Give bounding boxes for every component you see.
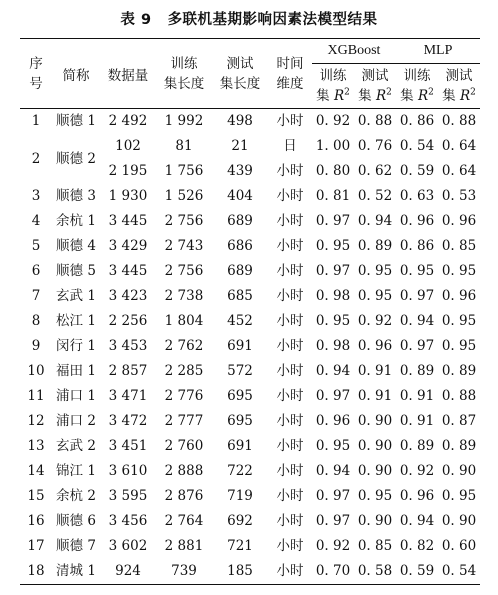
cell-test-length: 689 (227, 263, 253, 279)
cell-mlp-train-r2: 0. 59 (399, 163, 435, 179)
cell-mlp-test-r2: 0. 87 (441, 413, 477, 429)
cell-mlp-test-r2: 0. 95 (441, 488, 477, 504)
cell-mlp-train-r2: 0. 97 (399, 288, 435, 304)
table-row (20, 209, 480, 234)
cell-name: 玄武 1 (56, 288, 96, 304)
header-id: 序 号 (29, 55, 43, 92)
cell-time-dimension: 日 (283, 138, 297, 154)
cell-count: 3 445 (108, 213, 148, 229)
table-row (20, 184, 480, 209)
cell-id: 3 (31, 188, 41, 204)
cell-name: 锦江 1 (56, 463, 96, 479)
cell-id: 7 (31, 288, 41, 304)
header-mlp-test-r2: 测试 集 $R^2$ (442, 68, 476, 104)
cell-test-length: 404 (227, 188, 253, 204)
results-table (20, 38, 480, 585)
cell-mlp-test-r2: 0. 89 (441, 363, 477, 379)
cell-count: 924 (100, 559, 156, 585)
cell-mlp-train-r2: 0. 95 (399, 263, 435, 279)
cell-mlp-train-r2: 0. 86 (399, 113, 435, 129)
cell-xgb-test-r2: 0. 95 (357, 263, 393, 279)
cell-id: 13 (27, 438, 45, 454)
table-title: 多联机基期影响因素法模型结果 (167, 12, 378, 28)
cell-name: 顺德 5 (56, 263, 96, 279)
cell-train-length: 1 756 (164, 163, 204, 179)
cell-count: 3 472 (108, 413, 148, 429)
cell-name: 松江 1 (56, 313, 96, 329)
cell-mlp-train-r2: 0. 91 (399, 413, 435, 429)
cell-train-length: 2 876 (164, 488, 204, 504)
cell-mlp-test-r2: 0. 60 (441, 538, 477, 554)
cell-count: 2 492 (108, 113, 148, 129)
cell-xgb-test-r2: 0. 94 (357, 213, 393, 229)
header-train-length: 训练 集长度 (163, 55, 205, 92)
cell-name: 顺德 2 (56, 150, 96, 167)
cell-test-length: 722 (227, 463, 253, 479)
cell-mlp-train-r2: 0. 97 (399, 338, 435, 354)
cell-xgb-test-r2: 0. 52 (357, 188, 393, 204)
cell-id: 17 (27, 538, 45, 554)
cell-name: 顺德 6 (56, 513, 96, 529)
cell-test-length: 721 (227, 538, 253, 554)
cell-name: 顺德 1 (56, 113, 96, 129)
cell-time-dimension: 小时 (276, 238, 304, 254)
cell-train-length: 81 (175, 138, 193, 154)
cell-xgb-test-r2: 0. 91 (357, 363, 393, 379)
cell-time-dimension: 小时 (276, 413, 304, 429)
cell-test-length: 719 (227, 488, 253, 504)
cell-train-length: 2 743 (164, 238, 204, 254)
cell-mlp-train-r2: 0. 94 (399, 313, 435, 329)
cell-train-length: 2 760 (164, 438, 204, 454)
cell-test-length: 689 (227, 213, 253, 229)
cell-xgb-test-r2: 0. 90 (357, 513, 393, 529)
table-row (20, 534, 480, 559)
table-number: 表 9 (120, 12, 152, 28)
cell-xgb-train-r2: 0. 94 (315, 363, 351, 379)
cell-mlp-test-r2: 0. 95 (441, 338, 477, 354)
cell-count: 3 471 (108, 388, 148, 404)
cell-id: 8 (31, 313, 41, 329)
cell-train-length: 2 756 (164, 213, 204, 229)
cell-time-dimension: 小时 (276, 338, 304, 354)
cell-xgb-train-r2: 0. 81 (315, 188, 351, 204)
cell-mlp-train-r2: 0. 86 (399, 238, 435, 254)
cell-xgb-train-r2: 1. 00 (315, 138, 351, 154)
cell-mlp-train-r2: 0. 82 (399, 538, 435, 554)
cell-mlp-train-r2: 0. 94 (399, 513, 435, 529)
cell-name: 顺德 7 (56, 538, 96, 554)
cell-time-dimension: 小时 (276, 488, 304, 504)
header-count: 数据量 (107, 67, 149, 84)
header-time-dimension: 时间 维度 (276, 55, 304, 92)
cell-train-length: 2 888 (164, 463, 204, 479)
cell-xgb-train-r2: 0. 97 (315, 488, 351, 504)
cell-xgb-test-r2: 0. 95 (357, 288, 393, 304)
cell-mlp-test-r2: 0. 64 (441, 163, 477, 179)
cell-test-length: 695 (227, 388, 253, 404)
header-mlp-train-r2: 训练 集 $R^2$ (400, 68, 434, 104)
cell-mlp-train-r2: 0. 96 (399, 488, 435, 504)
cell-mlp-train-r2: 0. 92 (399, 463, 435, 479)
cell-xgb-train-r2: 0. 92 (315, 538, 351, 554)
cell-name: 闵行 1 (56, 338, 96, 354)
cell-xgb-test-r2: 0. 76 (357, 138, 393, 154)
table-row (20, 559, 480, 585)
cell-xgb-train-r2: 0. 98 (315, 288, 351, 304)
cell-xgb-train-r2: 0. 95 (315, 438, 351, 454)
cell-mlp-train-r2: 0. 59 (396, 559, 438, 585)
table-body (20, 109, 480, 585)
cell-count: 3 423 (108, 288, 148, 304)
cell-id: 9 (31, 338, 41, 354)
cell-test-length: 572 (227, 363, 253, 379)
cell-train-length: 2 762 (164, 338, 204, 354)
cell-time-dimension: 小时 (276, 213, 304, 229)
cell-name: 玄武 2 (56, 438, 96, 454)
cell-train-length: 2 756 (164, 263, 204, 279)
header-mlp: MLP (396, 39, 480, 64)
cell-mlp-test-r2: 0. 96 (441, 213, 477, 229)
cell-train-length: 1 526 (164, 188, 204, 204)
cell-xgb-train-r2: 0. 95 (315, 238, 351, 254)
cell-count: 3 602 (108, 538, 148, 554)
cell-xgb-test-r2: 0. 95 (357, 488, 393, 504)
cell-xgb-train-r2: 0. 97 (315, 513, 351, 529)
cell-mlp-train-r2: 0. 89 (399, 438, 435, 454)
cell-count: 102 (115, 138, 141, 154)
cell-id: 18 (20, 559, 52, 585)
cell-id: 2 (31, 150, 41, 167)
cell-xgb-test-r2: 0. 88 (357, 113, 393, 129)
cell-xgb-train-r2: 0. 97 (315, 213, 351, 229)
cell-train-length: 2 881 (164, 538, 204, 554)
table-row (20, 359, 480, 384)
table-row (20, 384, 480, 409)
cell-id: 15 (27, 488, 45, 504)
cell-train-length: 1 992 (164, 113, 204, 129)
cell-count: 3 445 (108, 263, 148, 279)
cell-xgb-test-r2: 0. 85 (357, 538, 393, 554)
cell-name: 浦口 1 (56, 388, 96, 404)
header-row-1 (20, 39, 480, 64)
cell-name: 清城 1 (52, 559, 100, 585)
cell-name: 福田 1 (56, 363, 96, 379)
cell-count: 3 451 (108, 438, 148, 454)
cell-id: 5 (31, 238, 41, 254)
cell-xgb-test-r2: 0. 90 (357, 438, 393, 454)
table-row (20, 434, 480, 459)
cell-xgb-train-r2: 0. 98 (315, 338, 351, 354)
table-caption (0, 8, 498, 32)
cell-time-dimension: 小时 (276, 388, 304, 404)
table-row (20, 459, 480, 484)
cell-mlp-test-r2: 0. 54 (438, 559, 480, 585)
table-row (20, 334, 480, 359)
table-row (20, 309, 480, 334)
cell-xgb-test-r2: 0. 90 (357, 413, 393, 429)
cell-train-length: 1 804 (164, 313, 204, 329)
header-name: 简称 (62, 67, 90, 84)
cell-mlp-test-r2: 0. 64 (441, 138, 477, 154)
cell-name: 余杭 2 (56, 488, 96, 504)
cell-xgb-train-r2: 0. 92 (315, 113, 351, 129)
cell-id: 10 (27, 363, 45, 379)
table-row (20, 509, 480, 534)
cell-train-length: 2 776 (164, 388, 204, 404)
cell-time-dimension: 小时 (276, 513, 304, 529)
header-xgboost: XGBoost (312, 39, 396, 64)
cell-count: 3 429 (108, 238, 148, 254)
cell-time-dimension: 小时 (276, 113, 304, 129)
cell-id: 14 (27, 463, 45, 479)
cell-count: 2 195 (108, 163, 148, 179)
cell-xgb-train-r2: 0. 97 (315, 388, 351, 404)
cell-name: 顺德 4 (56, 238, 96, 254)
cell-xgb-test-r2: 0. 58 (354, 559, 396, 585)
cell-train-length: 2 285 (164, 363, 204, 379)
table-row (20, 409, 480, 434)
cell-count: 1 930 (108, 188, 148, 204)
cell-time-dimension: 小时 (276, 538, 304, 554)
cell-time-dimension: 小时 (276, 463, 304, 479)
cell-test-length: 686 (227, 238, 253, 254)
cell-train-length: 2 764 (164, 513, 204, 529)
cell-time-dimension: 小时 (276, 313, 304, 329)
cell-id: 16 (27, 513, 45, 529)
cell-xgb-test-r2: 0. 62 (357, 163, 393, 179)
cell-time-dimension: 小时 (268, 559, 312, 585)
header-xgb-train-r2: 训练 集 $R^2$ (316, 68, 350, 104)
cell-mlp-test-r2: 0. 96 (441, 288, 477, 304)
cell-test-length: 691 (227, 338, 253, 354)
cell-count: 3 456 (108, 513, 148, 529)
cell-mlp-train-r2: 0. 91 (399, 388, 435, 404)
cell-id: 11 (27, 388, 45, 404)
cell-mlp-test-r2: 0. 95 (441, 263, 477, 279)
cell-name: 顺德 3 (56, 188, 96, 204)
cell-mlp-train-r2: 0. 89 (399, 363, 435, 379)
cell-time-dimension: 小时 (276, 438, 304, 454)
cell-mlp-train-r2: 0. 96 (399, 213, 435, 229)
cell-mlp-train-r2: 0. 63 (399, 188, 435, 204)
cell-mlp-train-r2: 0. 54 (399, 138, 435, 154)
cell-time-dimension: 小时 (276, 288, 304, 304)
cell-xgb-train-r2: 0. 96 (315, 413, 351, 429)
cell-test-length: 439 (227, 163, 253, 179)
cell-mlp-test-r2: 0. 53 (441, 188, 477, 204)
cell-mlp-test-r2: 0. 90 (441, 463, 477, 479)
header-xgb-test-r2: 测试 集 $R^2$ (358, 68, 392, 104)
cell-train-length: 2 738 (164, 288, 204, 304)
cell-xgb-train-r2: 0. 94 (315, 463, 351, 479)
table-row (20, 259, 480, 284)
cell-xgb-test-r2: 0. 89 (357, 238, 393, 254)
cell-xgb-test-r2: 0. 92 (357, 313, 393, 329)
cell-time-dimension: 小时 (276, 363, 304, 379)
cell-mlp-test-r2: 0. 89 (441, 438, 477, 454)
cell-name: 余杭 1 (56, 213, 96, 229)
cell-test-length: 452 (227, 313, 253, 329)
cell-id: 12 (27, 413, 45, 429)
cell-count: 3 595 (108, 488, 148, 504)
cell-test-length: 695 (227, 413, 253, 429)
cell-xgb-test-r2: 0. 96 (357, 338, 393, 354)
cell-test-length: 692 (227, 513, 253, 529)
cell-mlp-test-r2: 0. 90 (441, 513, 477, 529)
cell-count: 2 256 (108, 313, 148, 329)
cell-xgb-train-r2: 0. 70 (312, 559, 354, 585)
cell-train-length: 739 (156, 559, 212, 585)
cell-count: 3 453 (108, 338, 148, 354)
cell-count: 2 857 (108, 363, 148, 379)
cell-time-dimension: 小时 (276, 163, 304, 179)
cell-count: 3 610 (108, 463, 148, 479)
cell-xgb-test-r2: 0. 90 (357, 463, 393, 479)
cell-test-length: 691 (227, 438, 253, 454)
cell-xgb-test-r2: 0. 91 (357, 388, 393, 404)
header-test-length: 测试 集长度 (219, 55, 261, 92)
cell-time-dimension: 小时 (276, 188, 304, 204)
cell-mlp-test-r2: 0. 88 (441, 388, 477, 404)
cell-test-length: 685 (227, 288, 253, 304)
cell-id: 6 (31, 263, 41, 279)
cell-id: 4 (31, 213, 41, 229)
table-row (20, 484, 480, 509)
cell-time-dimension: 小时 (276, 263, 304, 279)
cell-test-length: 498 (227, 113, 253, 129)
cell-name: 浦口 2 (56, 413, 96, 429)
table-row (20, 284, 480, 309)
cell-mlp-test-r2: 0. 85 (441, 238, 477, 254)
cell-mlp-test-r2: 0. 88 (441, 113, 477, 129)
cell-xgb-train-r2: 0. 97 (315, 263, 351, 279)
cell-xgb-train-r2: 0. 95 (315, 313, 351, 329)
table-row (20, 109, 480, 135)
cell-test-length: 185 (212, 559, 268, 585)
cell-mlp-test-r2: 0. 95 (441, 313, 477, 329)
table-row (20, 134, 480, 159)
cell-id: 1 (31, 113, 41, 129)
cell-xgb-train-r2: 0. 80 (315, 163, 351, 179)
table-row (20, 234, 480, 259)
cell-test-length: 21 (231, 138, 249, 154)
cell-train-length: 2 777 (164, 413, 204, 429)
